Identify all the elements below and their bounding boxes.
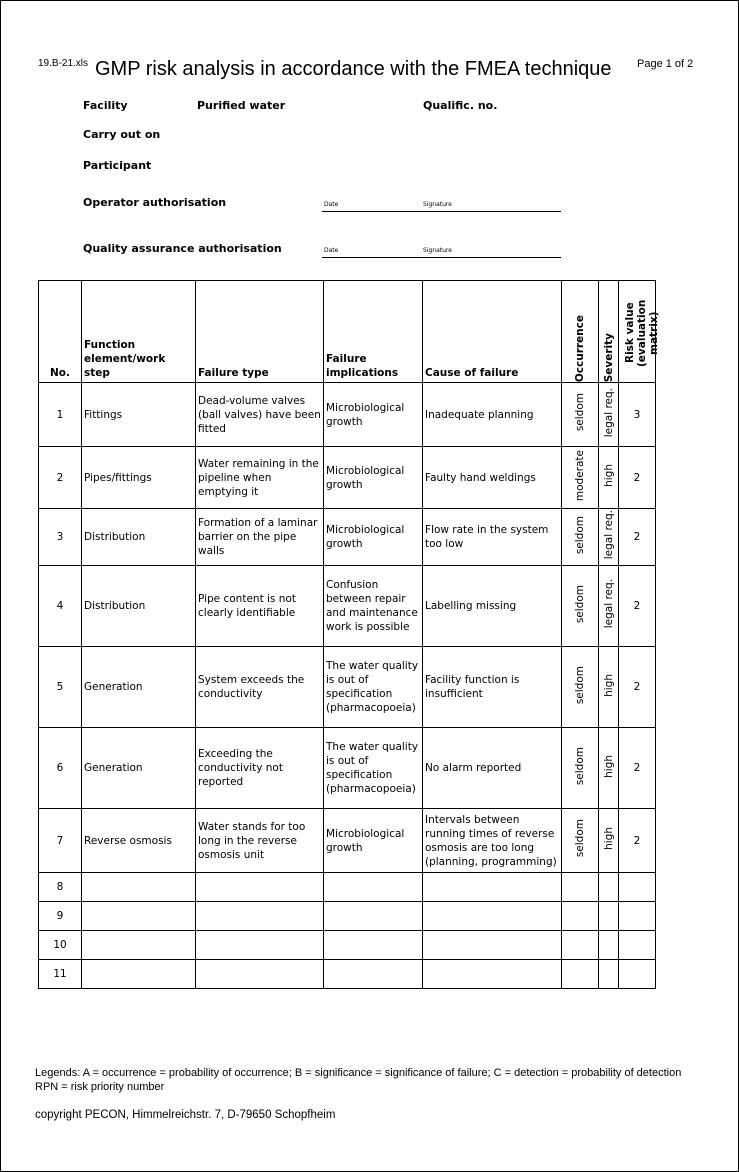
col-header-occurrence-text: Occurrence [574,314,586,382]
cell-function: Distribution [82,566,196,647]
cell-risk-value [619,902,656,931]
operator-date-label: Date [324,201,339,208]
cell-no: 1 [39,383,82,447]
cell-failure-implications: The water quality is out of specification (pharmacopoeia) [324,728,423,809]
cell-risk-value [619,931,656,960]
cell-risk-value: 3 [619,383,656,447]
table-row [39,647,656,728]
cell-severity [599,960,619,989]
cell-severity-text: legal req. [602,579,615,629]
cell-function: Pipes/fittings [82,447,196,509]
qualific-label: Qualific. no. [423,99,498,112]
qa-signature-line[interactable] [322,257,561,258]
cell-occurrence [562,809,599,873]
cell-no: 10 [39,931,82,960]
page-number: Page 1 of 2 [637,58,694,70]
cell-failure-implications: Confusion between repair and maintenance work is possible [324,566,423,647]
cell-failure-type [196,931,324,960]
table-row [39,931,656,960]
table-row [39,447,656,509]
col-header-no: No. [39,281,82,383]
cell-function: Distribution [82,509,196,566]
cell-occurrence [562,447,599,509]
cell-cause: Intervals between running times of reverse osmosis are too long (planning, programming) [423,809,562,873]
cell-failure-implications: Microbiological growth [324,447,423,509]
cell-severity [599,383,619,447]
cell-risk-value [619,960,656,989]
cell-cause [423,960,562,989]
cell-failure-type: Pipe content is not clearly identifiable [196,566,324,647]
cell-risk-value: 2 [619,509,656,566]
cell-cause: Facility function is insufficient [423,647,562,728]
col-header-failure-implications: Failure implications [324,281,423,383]
cell-failure-type: Water stands for too long in the reverse osmosis unit [196,809,324,873]
cell-severity-text: legal req. [602,510,615,560]
cell-risk-value [619,873,656,902]
cell-failure-type [196,873,324,902]
cell-failure-implications: Microbiological growth [324,509,423,566]
legend-line-2: RPN = risk priority number [35,1081,165,1093]
cell-failure-type: Water remaining in the pipeline when emptying it [196,447,324,509]
table-header-row [39,281,656,383]
cell-failure-type [196,960,324,989]
cell-risk-value: 2 [619,647,656,728]
cell-failure-type [196,902,324,931]
cell-severity-text: high [602,464,615,487]
fmea-table [38,280,660,989]
cell-severity-text: high [602,754,615,778]
cell-occurrence [562,902,599,931]
cell-occurrence [562,728,599,809]
col-header-severity-text: Severity [602,332,615,382]
cell-severity [599,902,619,931]
cell-function: Generation [82,728,196,809]
cell-function [82,902,196,931]
cell-cause: No alarm reported [423,728,562,809]
cell-failure-implications [324,873,423,902]
cell-failure-type: System exceeds the conductivity [196,647,324,728]
table-row [39,902,656,931]
table-row [39,728,656,809]
cell-severity [599,728,619,809]
copyright: copyright PECON, Himmelreichstr. 7, D-79650 Schopfheim [35,1109,336,1121]
cell-severity-text: high [602,673,615,697]
table-row [39,873,656,902]
cell-occurrence [562,566,599,647]
cell-function [82,960,196,989]
table-row [39,509,656,566]
cell-cause [423,931,562,960]
cell-occurrence-text: seldom [574,393,586,432]
cell-occurrence [562,383,599,447]
cell-severity [599,566,619,647]
cell-function: Fittings [82,383,196,447]
cell-no: 6 [39,728,82,809]
cell-failure-type: Exceeding the conductivity not reported [196,728,324,809]
qa-signature-label: Signature [423,247,452,254]
cell-failure-implications: The water quality is out of specification (pharmacopoeia) [324,647,423,728]
cell-function [82,931,196,960]
cell-severity [599,873,619,902]
cell-severity [599,509,619,566]
table-row [39,383,656,447]
cell-cause: Inadequate planning [423,383,562,447]
cell-no: 4 [39,566,82,647]
cell-occurrence [562,647,599,728]
cell-function: Generation [82,647,196,728]
carry-out-label: Carry out on [83,128,161,141]
col-header-risk-value [619,281,660,383]
qa-authorisation-label: Quality assurance authorisation [83,242,282,255]
cell-function [82,873,196,902]
col-header-function: Function element/work step [82,281,196,383]
file-id: 19.B-21.xls [38,58,89,69]
cell-no: 2 [39,447,82,509]
document-title: GMP risk analysis in accordance with the FMEA technique [95,58,612,80]
operator-signature-line[interactable] [322,211,561,212]
cell-cause: Faulty hand weldings [423,447,562,509]
cell-occurrence [562,960,599,989]
cell-failure-type: Dead-volume valves (ball valves) have been fitted [196,383,324,447]
facility-label: Facility [83,99,128,112]
cell-no: 9 [39,902,82,931]
cell-function: Reverse osmosis [82,809,196,873]
legend-line-1: Legends: A = occurrence = probability of occurrence; B = significance = significance of failure; C = detection = probability of detection [35,1067,682,1079]
cell-no: 7 [39,809,82,873]
cell-occurrence-text: seldom [574,584,586,624]
cell-cause: Flow rate in the system too low [423,509,562,566]
facility-value: Purified water [197,99,286,112]
cell-failure-type: Formation of a laminar barrier on the pipe walls [196,509,324,566]
cell-risk-value: 2 [619,728,656,809]
cell-occurrence-text: seldom [574,515,586,555]
cell-severity-text: legal req. [602,387,615,438]
operator-signature-label: Signature [423,201,452,208]
operator-authorisation-label: Operator authorisation [83,196,227,209]
cell-no: 5 [39,647,82,728]
col-header-occurrence [562,281,599,383]
cell-cause: Labelling missing [423,566,562,647]
cell-severity [599,647,619,728]
cell-failure-implications [324,960,423,989]
cell-risk-value: 2 [619,447,656,509]
cell-risk-value: 2 [619,809,656,873]
cell-occurrence-text: seldom [574,746,586,786]
cell-failure-implications [324,902,423,931]
cell-severity [599,447,619,509]
qa-date-label: Date [324,247,339,254]
cell-failure-implications: Microbiological growth [324,383,423,447]
cell-failure-implications: Microbiological growth [324,809,423,873]
cell-occurrence [562,509,599,566]
col-header-risk-value-text: Risk value (evaluation matrix) [624,299,660,367]
col-header-cause: Cause of failure [423,281,562,383]
legend [35,1066,705,1094]
cell-severity-text: high [602,827,615,850]
table-row [39,960,656,989]
col-header-severity [599,281,619,383]
cell-occurrence-text: moderate [574,449,586,502]
cell-no: 11 [39,960,82,989]
cell-no: 3 [39,509,82,566]
cell-severity [599,931,619,960]
table-row [39,809,656,873]
cell-no: 8 [39,873,82,902]
table-row [39,566,656,647]
cell-occurrence-text: seldom [574,665,586,705]
participant-label: Participant [83,159,152,172]
cell-cause [423,873,562,902]
cell-failure-implications [324,931,423,960]
cell-occurrence [562,873,599,902]
cell-severity [599,809,619,873]
cell-occurrence [562,931,599,960]
cell-cause [423,902,562,931]
cell-risk-value: 2 [619,566,656,647]
col-header-failure-type: Failure type [196,281,324,383]
cell-occurrence-text: seldom [574,819,586,858]
